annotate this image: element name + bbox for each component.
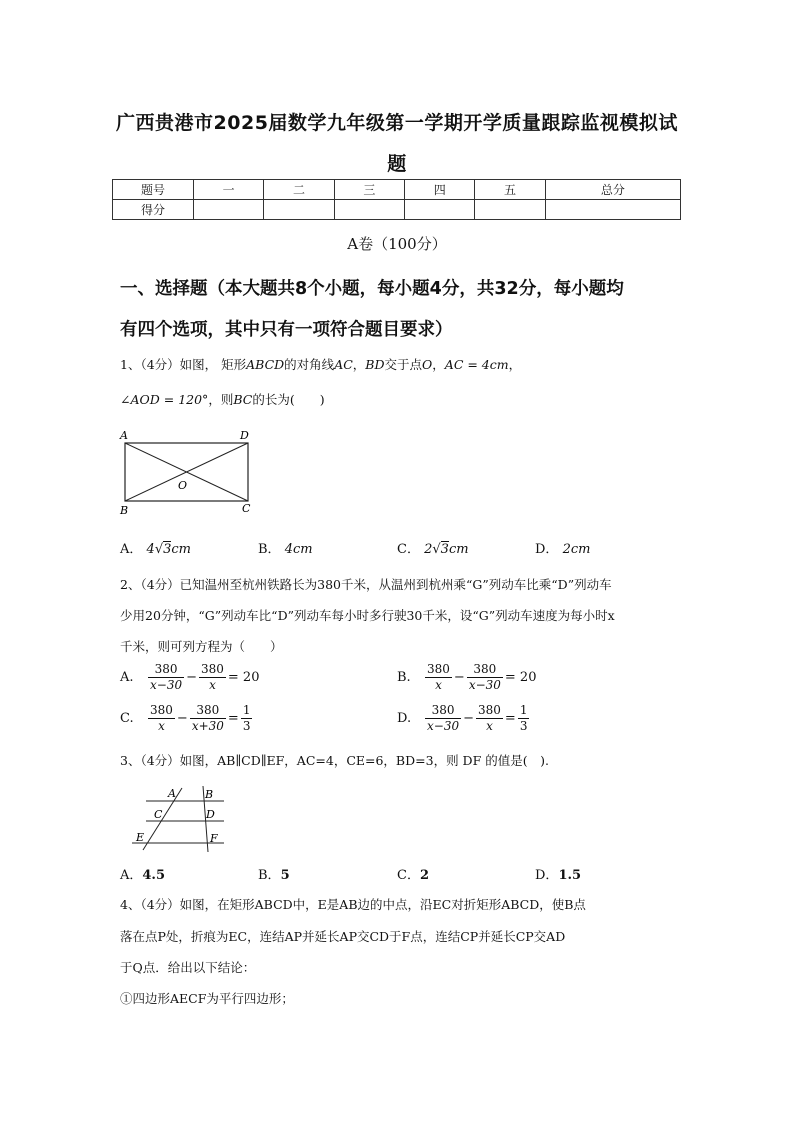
q3-option-b[interactable]	[258, 864, 290, 883]
score-header-cell: 总分	[545, 180, 680, 200]
option-radicand: 3	[440, 542, 449, 557]
score-cell[interactable]	[405, 200, 475, 220]
score-header-cell: 五	[475, 180, 545, 200]
q3-parallel-lines-figure	[128, 784, 228, 854]
denominator: x	[486, 719, 493, 733]
q1-rectangle-figure	[112, 425, 262, 517]
denominator: x	[435, 678, 442, 692]
denominator: x+30	[191, 719, 224, 733]
q1-option-c[interactable]	[397, 538, 469, 557]
numerator: 380	[150, 703, 173, 717]
exam-title-line1: 广西贵港市2025届数学九年级第一学期开学质量跟踪监视模拟试	[116, 112, 678, 134]
q1-math: BC	[233, 392, 253, 407]
q2-option-a[interactable]	[120, 662, 259, 693]
sqrt-icon: √	[154, 542, 164, 557]
q1-stem-line1	[120, 355, 521, 373]
rhs: = 20	[504, 670, 537, 685]
denominator: x−30	[427, 719, 460, 733]
q4-stem-line1: 4、（4分）如图，在矩形ABCD中，E是AB边的中点，沿EC对折矩形ABCD，使B点	[120, 897, 586, 912]
q1-label-c: C	[242, 502, 251, 515]
score-cell[interactable]	[334, 200, 404, 220]
fraction	[425, 703, 461, 734]
score-header-cell: 一	[194, 180, 264, 200]
q4-stem-line2: 落在点P处，折痕为EC，连结AP并延长AP交CD于F点，连结CP并延长CP交AD	[120, 929, 566, 944]
option-coef: 2	[424, 542, 433, 557]
q1-option-d[interactable]	[535, 538, 590, 557]
fraction	[425, 662, 452, 693]
minus-sign: −	[186, 670, 197, 685]
option-label: D．	[535, 868, 559, 883]
score-cell[interactable]	[194, 200, 264, 220]
q1-label-a: A	[120, 429, 128, 442]
fraction	[148, 662, 184, 693]
option-radicand: 3	[163, 542, 172, 557]
q3-option-d[interactable]	[535, 864, 581, 883]
minus-sign: −	[463, 711, 474, 726]
numerator: 380	[201, 662, 224, 676]
fraction	[199, 662, 226, 693]
option-unit: cm	[448, 542, 469, 557]
section1-heading-line2: 有四个选项，其中只有一项符合题目要求）	[120, 320, 453, 340]
option-text: 4.5	[142, 868, 166, 883]
q1-label-d: D	[240, 429, 249, 442]
score-header-cell: 题号	[113, 180, 194, 200]
fraction	[476, 703, 503, 734]
q3-label-a: A	[168, 787, 176, 800]
exam-title-line2: 题	[387, 153, 407, 175]
q2-stem-line1: 2、（4分）已知温州至杭州铁路长为380千米，从温州到杭州乘“G”列动车比乘“D”列动车	[120, 577, 612, 592]
fraction	[148, 703, 175, 734]
fraction	[518, 703, 530, 734]
q3-label-f: F	[210, 832, 218, 845]
score-header-cell: 三	[334, 180, 404, 200]
denominator: x	[209, 678, 216, 692]
q3-label-e: E	[136, 831, 145, 844]
score-header-cell: 四	[405, 180, 475, 200]
numerator: 380	[148, 662, 184, 678]
fraction	[467, 662, 503, 693]
q3-transversal-ace	[143, 788, 182, 850]
denominator: x−30	[150, 678, 183, 692]
numerator: 380	[190, 703, 226, 719]
q1-label-o: O	[178, 479, 188, 492]
q4-conclusion-1: ①四边形AECF为平行四边形；	[120, 991, 294, 1006]
q3-label-b: B	[205, 788, 214, 801]
option-label: A．	[120, 868, 143, 883]
q1-text: ，则	[208, 392, 234, 407]
q1-text: ，	[508, 357, 522, 372]
option-label: D．	[535, 542, 559, 557]
option-label: A．	[120, 542, 143, 557]
option-label: C．	[397, 868, 420, 883]
option-label: C.	[120, 711, 134, 726]
score-cell[interactable]	[264, 200, 334, 220]
q1-math: ABCD	[246, 357, 285, 372]
score-cell[interactable]	[475, 200, 545, 220]
option-text: 4cm	[284, 542, 313, 557]
q3-option-c[interactable]	[397, 864, 429, 883]
numerator: 380	[425, 703, 461, 719]
score-table-score-row	[113, 200, 681, 220]
q1-option-a[interactable]	[120, 538, 191, 557]
numerator: 380	[467, 662, 503, 678]
q3-stem: 3、（4分）如图，AB∥CD∥EF，AC=4，CE=6，BD=3，则 DF 的值是( ).	[120, 753, 549, 768]
q1-text: 1、（4分）如图， 矩形	[120, 357, 247, 372]
denominator: x	[158, 719, 165, 733]
sqrt-icon: √	[432, 542, 441, 557]
q1-math: ∠AOD = 120°	[120, 392, 209, 407]
q1-text: 的对角线	[284, 357, 335, 372]
equals-sign: =	[227, 711, 239, 726]
fraction	[190, 703, 226, 734]
q1-stem-line2	[120, 390, 325, 408]
q3-option-a[interactable]	[120, 864, 165, 883]
fraction	[241, 703, 253, 734]
denominator: x−30	[468, 678, 501, 692]
option-label: B．	[258, 868, 281, 883]
numerator: 1	[519, 703, 528, 717]
q1-math: BD	[365, 357, 385, 372]
q1-label-b: B	[120, 504, 129, 517]
option-label: B.	[397, 670, 411, 685]
option-label: A.	[120, 670, 134, 685]
q3-label-d: D	[206, 808, 215, 821]
q1-math: AC = 4cm	[444, 357, 509, 372]
option-unit: cm	[171, 542, 191, 557]
section1-heading-line1: 一、选择题（本大题共8个小题，每小题4分，共32分，每小题均	[120, 279, 624, 299]
q1-math: O	[422, 357, 433, 372]
option-label: D.	[397, 711, 412, 726]
q1-text: ，	[352, 357, 366, 372]
option-text: 2cm	[562, 542, 591, 557]
option-coef: 4	[146, 542, 155, 557]
q1-option-b[interactable]	[258, 538, 313, 557]
score-cell[interactable]	[545, 200, 680, 220]
q1-text: ，	[432, 357, 445, 372]
score-row-label: 得分	[113, 200, 194, 220]
paper-section-heading: A卷（100分）	[347, 235, 447, 253]
score-table-header-row	[113, 180, 681, 200]
numerator: 1	[242, 703, 251, 717]
rhs: = 20	[227, 670, 260, 685]
option-label: C．	[397, 542, 420, 557]
q1-text: 的长为( )	[252, 392, 325, 407]
numerator: 380	[478, 703, 501, 717]
q2-stem-line3: 千米，则可列方程为（ ）	[120, 639, 283, 654]
score-header-cell: 二	[264, 180, 334, 200]
q3-label-c: C	[154, 808, 163, 821]
q2-option-c[interactable]	[120, 703, 252, 734]
q2-stem-line2: 少用20分钟，“G”列动车比“D”列动车每小时多行驶30千米，设“G”列动车速度为每小时x	[120, 608, 615, 623]
q4-stem-line3: 于Q点．给出以下结论：	[120, 960, 256, 975]
q1-text: 交于点	[384, 357, 423, 372]
denominator: 3	[242, 719, 251, 733]
q1-math: AC	[334, 357, 353, 372]
minus-sign: −	[176, 711, 188, 726]
numerator: 380	[427, 662, 450, 676]
option-text: 1.5	[558, 868, 582, 883]
q2-option-b[interactable]	[397, 662, 536, 693]
score-table	[112, 179, 681, 220]
minus-sign: −	[453, 670, 465, 685]
option-text: 2	[419, 868, 429, 883]
q2-option-d[interactable]	[397, 703, 529, 734]
equals-sign: =	[504, 711, 516, 726]
option-label: B．	[258, 542, 281, 557]
option-text: 5	[280, 868, 290, 883]
denominator: 3	[519, 719, 528, 733]
